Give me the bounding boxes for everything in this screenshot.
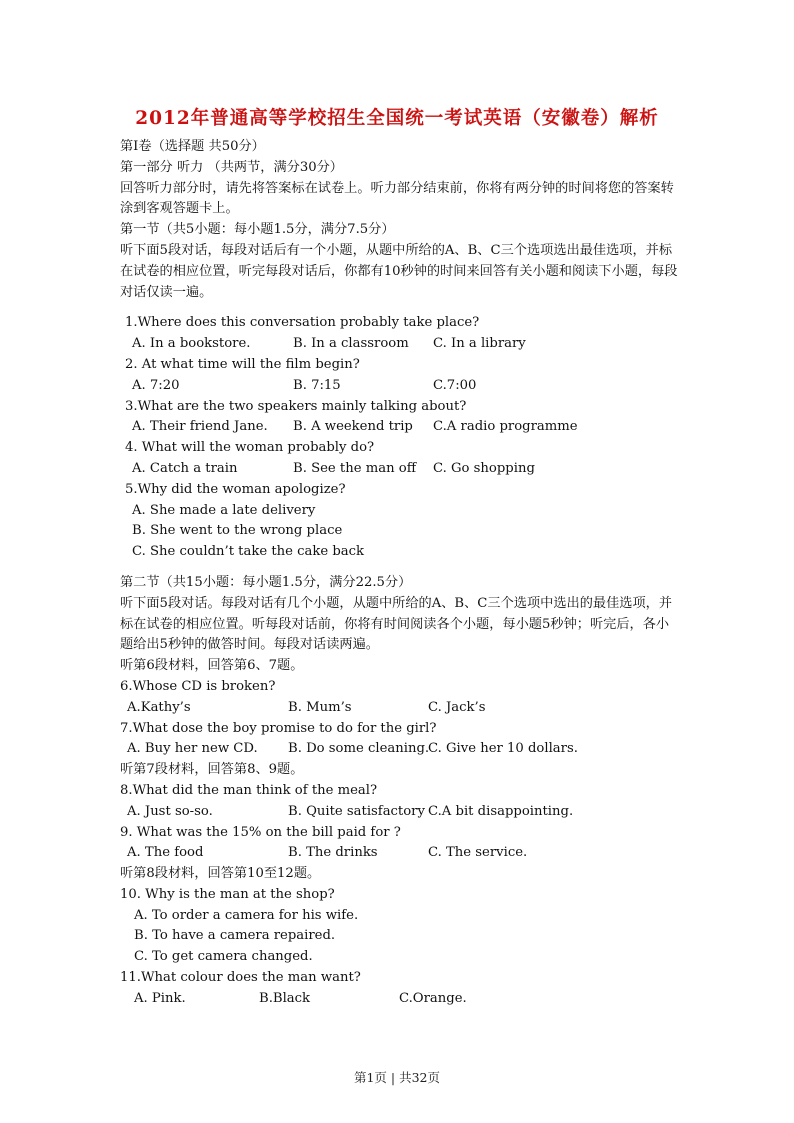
section-2-instructions: 听下面5段对话。每段对话有几个小题，从题中所给的A、B、C三个选项中选出的最佳选项，并标在试卷的相应位置。听每段对话前，你将有时间阅读各个小题，每小题5秒钟；听完后，各小题给出5秒钟的做答时间。每段对话读两遍。 [120,595,673,653]
question-1-options [120,334,680,355]
option-a: A. Buy her new CD. [127,741,258,757]
option-b: B. Do some cleaning. [288,741,430,757]
option-c: C.A bit disappointing. [428,803,574,819]
section-1-instructions: 听下面5段对话，每段对话后有一个小题，从题中所给的A、B、C三个选项选出最佳选项，并标在试卷的相应位置，听完每段对话后，你都有10秒钟的时间来回答有关小题和阅读下小题，每段对话仅读一遍。 [120,242,678,300]
option-c: C.Orange. [399,990,467,1006]
question-3: 3.What are the two speakers mainly talking about? [125,398,467,414]
question-10: 10. Why is the man at the shop? [120,886,335,902]
option-c: C. Go shopping [433,460,535,476]
option-c: C.7:00 [433,377,477,393]
option-c: C. To get camera changed. [134,949,313,965]
option-a: A.Kathy’s [127,699,191,715]
option-a: A. 7:20 [132,377,180,393]
part-heading: 第Ⅰ卷（选择题 共50分） [120,139,265,154]
document-title: 2012年普通高等学校招生全国统一考试英语（安徽卷）解析 [135,108,659,129]
question-8-options [120,802,680,823]
question-11: 11.What colour does the man want? [120,970,361,986]
option-b: B. See the man off [293,460,417,476]
option-c: C. She couldn’t take the cake back [132,544,365,560]
question-2-options [120,376,680,397]
option-b: B. She went to the wrong place [132,523,343,539]
option-b: B. In a classroom [293,336,409,352]
option-c: C. Give her 10 dollars. [428,741,578,757]
listening-instructions: 回答听力部分时，请先将答案标在试卷上。听力部分结束前，你将有两分钟的时间将您的答案转涂到客观答题卡上。 [120,180,674,217]
material-6-heading: 听第6段材料，回答第6、7题。 [120,658,304,674]
section-2-title: 第二节（共15小题：每小题1.5分，满分22.5分） [120,574,412,590]
option-a: A. Catch a train [132,460,238,476]
option-b: B. Quite satisfactory [288,803,425,819]
option-a: A. The food [127,845,204,861]
question-4: 4. What will the woman probably do? [125,440,375,456]
material-8-heading: 听第8段材料，回答第10至12题。 [120,866,321,882]
option-b: B. A weekend trip [293,419,413,435]
question-7: 7.What dose the boy promise to do for the girl? [120,720,437,736]
part-heading: 第一部分 听力 （共两节，满分30分） [120,159,343,175]
question-9: 9. What was the 15% on the bill paid for ? [120,824,401,840]
question-2: 2. At what time will the film begin? [125,356,360,372]
question-7-options [120,739,680,760]
question-5: 5.Why did the woman apologize? [125,481,346,497]
question-1: 1.Where does this conversation probably take place? [125,315,480,331]
page-footer: 第1页 | 共32页 [353,1070,441,1085]
option-a: A. Pink. [134,990,186,1006]
material-7-heading: 听第7段材料，回答第8、9题。 [120,762,304,778]
option-b: B.Black [259,990,311,1006]
question-11-options [120,989,680,1010]
option-a: A. Their friend Jane. [132,419,268,435]
question-4-options [120,459,680,480]
option-a: A. Just so-so. [127,803,213,819]
question-8: 8.What did the man think of the meal? [120,782,378,798]
question-6: 6.Whose CD is broken? [120,678,276,694]
question-3-options [120,417,680,438]
option-c: C. In a library [433,336,526,352]
option-b: B. 7:15 [293,377,341,393]
option-a: A. To order a camera for his wife. [134,907,359,923]
option-c: C. Jack’s [428,699,486,715]
question-6-options [120,698,680,719]
option-c: C.A radio programme [433,419,578,435]
option-b: B. The drinks [288,845,378,861]
option-a: A. She made a late delivery [132,502,316,518]
question-9-options [120,843,680,864]
option-a: A. In a bookstore. [132,336,251,352]
section-1-title: 第一节（共5小题：每小题1.5分，满分7.5分） [120,222,395,238]
option-c: C. The service. [428,845,528,861]
option-b: B. To have a camera repaired. [134,928,336,944]
option-b: B. Mum’s [288,699,352,715]
document-body [120,137,680,1010]
